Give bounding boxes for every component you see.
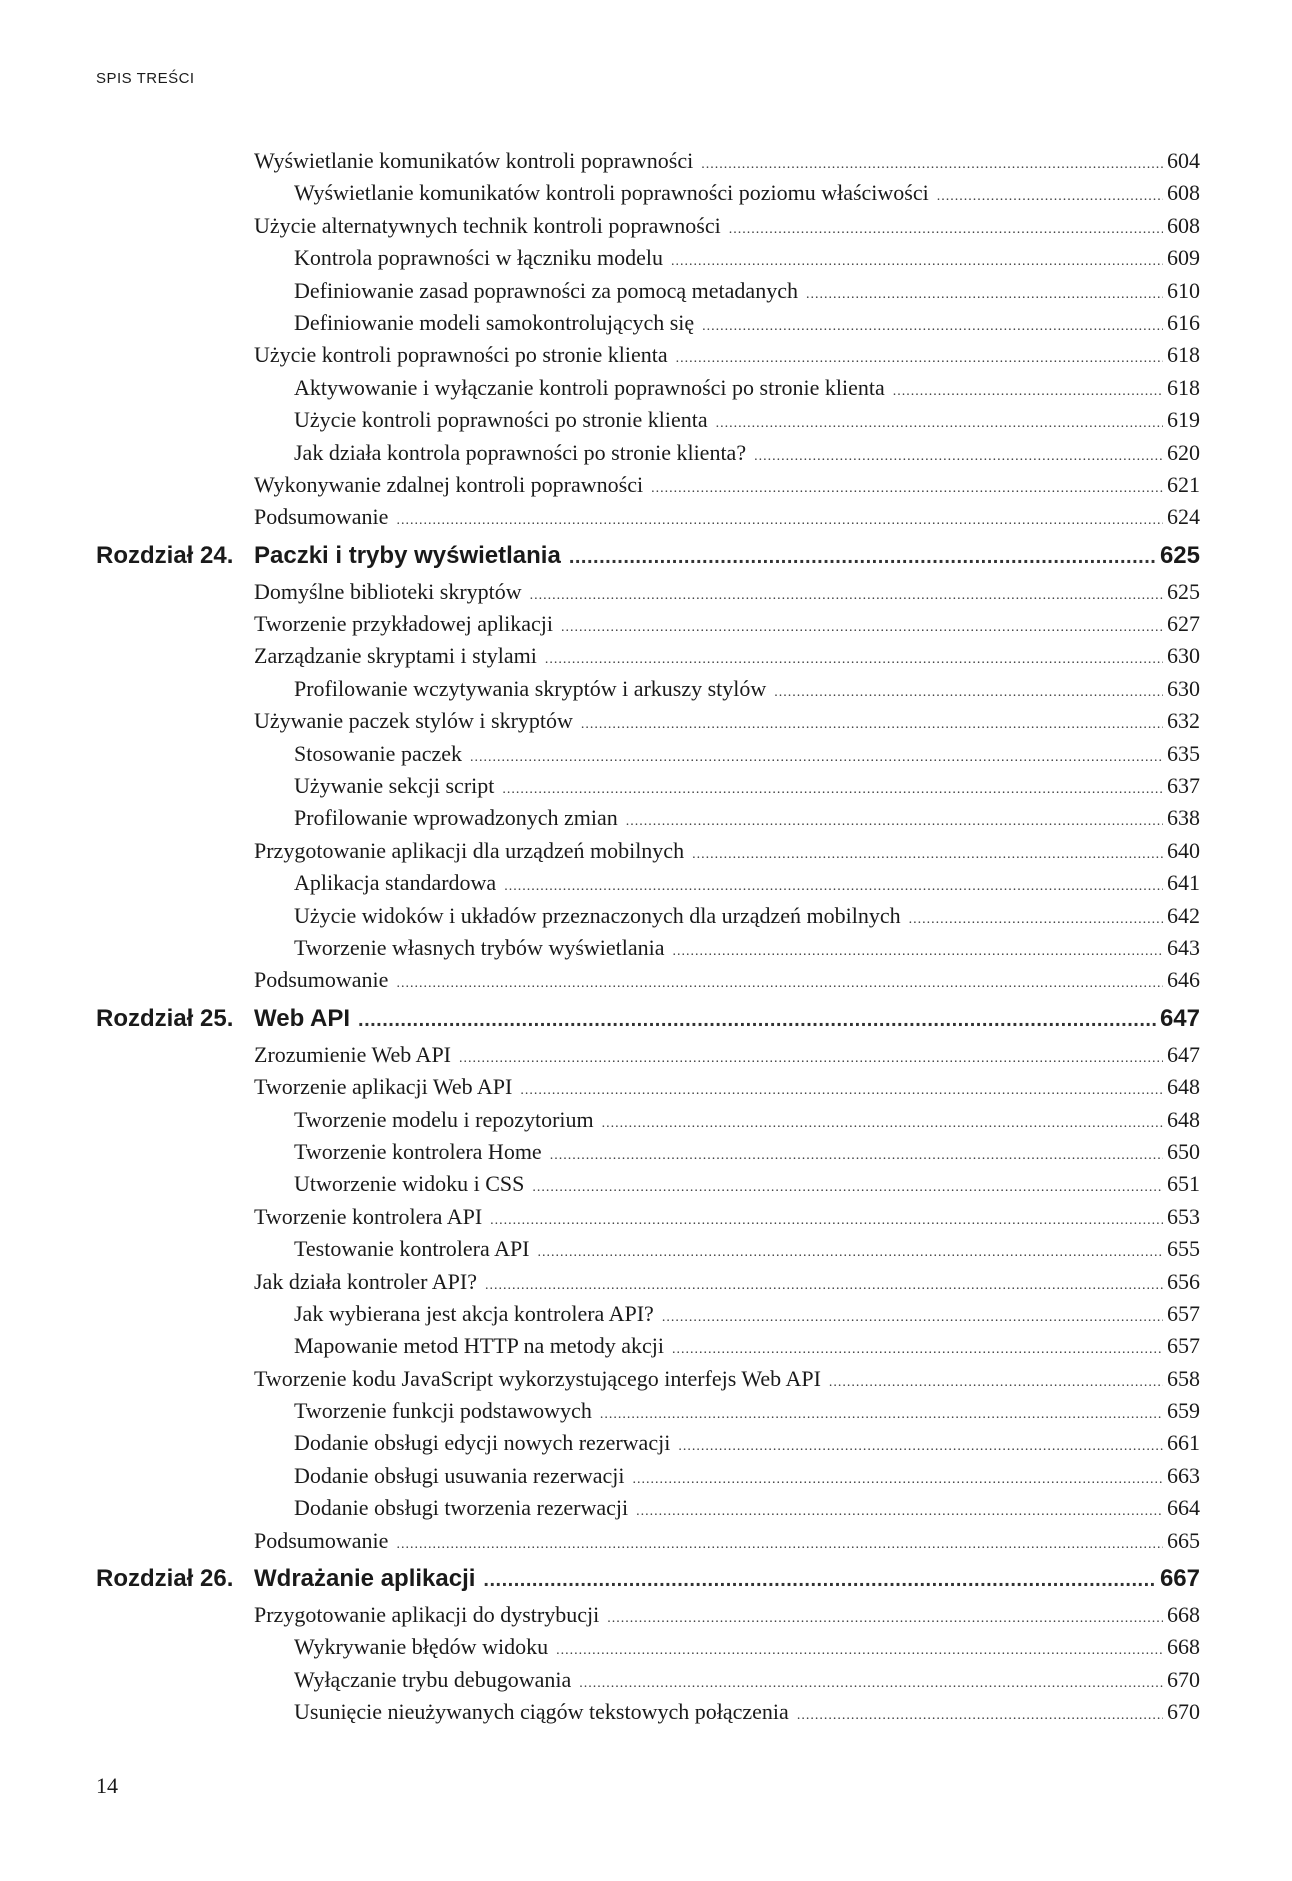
dot-leader bbox=[396, 513, 1163, 529]
entry-page-number: 610 bbox=[1167, 277, 1200, 303]
entry-title: Przygotowanie aplikacji do dystrybucji bbox=[254, 1602, 600, 1628]
dot-leader bbox=[490, 1213, 1163, 1229]
entry-page-number: 661 bbox=[1167, 1430, 1200, 1456]
toc-entry bbox=[254, 579, 1200, 605]
toc-entry bbox=[294, 1301, 1200, 1327]
entry-page-number: 643 bbox=[1167, 934, 1200, 960]
entry-title: Podsumowanie bbox=[254, 504, 389, 530]
entry-title: Stosowanie paczek bbox=[294, 740, 462, 766]
dot-leader bbox=[937, 189, 1163, 205]
entry-page-number: 670 bbox=[1167, 1666, 1200, 1692]
dot-leader bbox=[636, 1504, 1163, 1520]
entry-title: Użycie kontroli poprawności po stronie klienta bbox=[294, 407, 708, 433]
toc-entry bbox=[294, 1699, 1200, 1725]
toc-entry bbox=[294, 375, 1200, 401]
entry-title: Profilowanie wprowadzonych zmian bbox=[294, 805, 618, 831]
entry-title: Dodanie obsługi edycji nowych rezerwacji bbox=[294, 1430, 671, 1456]
dot-leader bbox=[676, 351, 1163, 367]
toc-entry-row bbox=[96, 805, 1200, 837]
toc-entry-row bbox=[96, 1463, 1200, 1495]
toc-entry-row bbox=[96, 148, 1200, 180]
entry-page-number: 657 bbox=[1167, 1333, 1200, 1359]
entry-title: Używanie paczek stylów i skryptów bbox=[254, 708, 573, 734]
entry-title: Usunięcie nieużywanych ciągów tekstowych połączenia bbox=[294, 1699, 789, 1725]
table-of-contents bbox=[96, 148, 1200, 1732]
toc-entry bbox=[294, 407, 1200, 433]
toc-entry-row bbox=[96, 278, 1200, 310]
dot-leader bbox=[716, 416, 1163, 432]
entry-page-number: 659 bbox=[1167, 1398, 1200, 1424]
dot-leader bbox=[504, 879, 1163, 895]
dot-leader bbox=[671, 254, 1163, 270]
dot-leader bbox=[550, 1148, 1163, 1164]
entry-title: Przygotowanie aplikacji dla urządzeń mobilnych bbox=[254, 837, 685, 863]
entry-title: Definiowanie modeli samokontrolujących się bbox=[294, 309, 695, 335]
toc-entry-row bbox=[96, 1667, 1200, 1699]
chapter-number: Rozdział 25. bbox=[96, 1004, 234, 1032]
entry-title: Tworzenie kodu JavaScript wykorzystującego interfejs Web API bbox=[254, 1365, 821, 1391]
entry-page-number: 663 bbox=[1167, 1462, 1200, 1488]
toc-entry bbox=[294, 1333, 1200, 1359]
toc-entry-row bbox=[96, 1269, 1200, 1301]
dot-leader bbox=[602, 1116, 1163, 1132]
toc-entry bbox=[294, 1634, 1200, 1660]
toc-entry bbox=[254, 504, 1200, 530]
entry-page-number: 618 bbox=[1167, 342, 1200, 368]
entry-page-number: 648 bbox=[1167, 1074, 1200, 1100]
toc-entry-row bbox=[96, 773, 1200, 805]
dot-leader bbox=[678, 1439, 1163, 1455]
entry-page-number: 621 bbox=[1167, 471, 1200, 497]
entry-page-number: 664 bbox=[1167, 1495, 1200, 1521]
entry-page-number: 648 bbox=[1167, 1106, 1200, 1132]
toc-entry bbox=[254, 838, 1200, 864]
entry-title: Tworzenie funkcji podstawowych bbox=[294, 1398, 592, 1424]
toc-entry bbox=[254, 1269, 1200, 1295]
toc-entry-row bbox=[96, 1430, 1200, 1462]
toc-entry-row bbox=[96, 472, 1200, 504]
toc-entry-row bbox=[96, 440, 1200, 472]
toc-entry bbox=[254, 1565, 1200, 1593]
entry-title: Dodanie obsługi usuwania rezerwacji bbox=[294, 1462, 625, 1488]
toc-entry-row bbox=[96, 1074, 1200, 1106]
entry-title: Jak działa kontrola poprawności po stronie klienta? bbox=[294, 439, 747, 465]
entry-title: Dodanie obsługi tworzenia rezerwacji bbox=[294, 1495, 629, 1521]
entry-title: Mapowanie metod HTTP na metody akcji bbox=[294, 1333, 665, 1359]
entry-page-number: 635 bbox=[1167, 740, 1200, 766]
dot-leader bbox=[532, 1180, 1163, 1196]
entry-title: Używanie sekcji script bbox=[294, 773, 495, 799]
toc-entry bbox=[294, 1430, 1200, 1456]
toc-entry bbox=[254, 1602, 1200, 1628]
entry-title: Podsumowanie bbox=[254, 967, 389, 993]
chapter-title: Web API bbox=[254, 1004, 351, 1032]
entry-title: Aplikacja standardowa bbox=[294, 870, 497, 896]
toc-entry-row bbox=[96, 870, 1200, 902]
entry-page-number: 668 bbox=[1167, 1634, 1200, 1660]
toc-entry-row bbox=[96, 1042, 1200, 1074]
page-number: 14 bbox=[96, 1773, 118, 1798]
dot-leader bbox=[579, 1676, 1163, 1692]
toc-entry bbox=[294, 903, 1200, 929]
toc-entry bbox=[294, 180, 1200, 206]
entry-title: Wyświetlanie komunikatów kontroli poprawności bbox=[254, 148, 694, 173]
toc-entry-row bbox=[96, 342, 1200, 374]
dot-leader bbox=[797, 1708, 1163, 1724]
dot-leader bbox=[459, 1051, 1163, 1067]
dot-leader bbox=[470, 750, 1163, 766]
toc-entry bbox=[294, 310, 1200, 336]
running-header: SPIS TREŚCI bbox=[96, 70, 195, 87]
dot-leader bbox=[701, 157, 1163, 173]
entry-page-number: 609 bbox=[1167, 245, 1200, 271]
entry-page-number: 658 bbox=[1167, 1365, 1200, 1391]
toc-entry bbox=[294, 676, 1200, 702]
dot-leader bbox=[633, 1472, 1164, 1488]
chapter-title: Paczki i tryby wyświetlania bbox=[254, 541, 561, 569]
entry-title: Wyłączanie trybu debugowania bbox=[294, 1666, 572, 1692]
entry-page-number: 642 bbox=[1167, 902, 1200, 928]
entry-page-number: 640 bbox=[1167, 837, 1200, 863]
entry-title: Zarządzanie skryptami i stylami bbox=[254, 643, 537, 669]
dot-leader bbox=[672, 1342, 1163, 1358]
dot-leader bbox=[569, 546, 1156, 569]
toc-entry bbox=[294, 1139, 1200, 1165]
entry-title: Jak wybierana jest akcja kontrolera API? bbox=[294, 1300, 654, 1326]
entry-title: Tworzenie aplikacji Web API bbox=[254, 1074, 513, 1100]
toc-entry-row bbox=[96, 1634, 1200, 1666]
chapter-title: Wdrażanie aplikacji bbox=[254, 1565, 476, 1593]
toc-entry bbox=[254, 1005, 1200, 1033]
entry-page-number: 630 bbox=[1167, 643, 1200, 669]
entry-title: Kontrola poprawności w łączniku modelu bbox=[294, 245, 664, 271]
dot-leader bbox=[396, 1537, 1163, 1553]
entry-page-number: 630 bbox=[1167, 675, 1200, 701]
toc-entry bbox=[294, 1463, 1200, 1489]
toc-entry-row bbox=[96, 1236, 1200, 1268]
entry-title: Jak działa kontroler API? bbox=[254, 1268, 477, 1294]
toc-entry-row bbox=[96, 1528, 1200, 1560]
toc-entry-row bbox=[96, 245, 1200, 277]
toc-entry bbox=[294, 1398, 1200, 1424]
dot-leader bbox=[556, 1643, 1163, 1659]
toc-entry-row bbox=[96, 1398, 1200, 1430]
toc-entry-row bbox=[96, 1495, 1200, 1527]
entry-title: Użycie widoków i układów przeznaczonych dla urządzeń mobilnych bbox=[294, 902, 901, 928]
toc-entry bbox=[294, 1171, 1200, 1197]
toc-entry-row bbox=[96, 1333, 1200, 1365]
entry-page-number: 608 bbox=[1167, 180, 1200, 206]
toc-entry bbox=[294, 1667, 1200, 1693]
dot-leader bbox=[358, 1009, 1156, 1032]
toc-entry bbox=[254, 643, 1200, 669]
entry-page-number: 646 bbox=[1167, 967, 1200, 993]
toc-entry bbox=[294, 773, 1200, 799]
entry-page-number: 604 bbox=[1167, 148, 1200, 173]
toc-entry bbox=[294, 1236, 1200, 1262]
dot-leader bbox=[774, 685, 1163, 701]
toc-entry bbox=[254, 611, 1200, 637]
dot-leader bbox=[607, 1611, 1163, 1627]
toc-entry bbox=[294, 935, 1200, 961]
toc-entry-row bbox=[96, 407, 1200, 439]
entry-page-number: 656 bbox=[1167, 1268, 1200, 1294]
dot-leader bbox=[520, 1083, 1163, 1099]
entry-page-number: 647 bbox=[1159, 1004, 1200, 1032]
toc-entry bbox=[294, 1495, 1200, 1521]
toc-entry-row bbox=[96, 375, 1200, 407]
entry-title: Tworzenie własnych trybów wyświetlania bbox=[294, 934, 665, 960]
dot-leader bbox=[673, 944, 1163, 960]
toc-entry bbox=[254, 1204, 1200, 1230]
dot-leader bbox=[729, 222, 1163, 238]
entry-page-number: 638 bbox=[1167, 805, 1200, 831]
chapter-number: Rozdział 24. bbox=[96, 541, 234, 569]
dot-leader bbox=[754, 449, 1163, 465]
toc-entry bbox=[294, 440, 1200, 466]
entry-title: Zrozumienie Web API bbox=[254, 1041, 452, 1067]
toc-entry-row bbox=[96, 504, 1200, 536]
entry-page-number: 618 bbox=[1167, 374, 1200, 400]
toc-entry bbox=[254, 148, 1200, 174]
toc-entry bbox=[254, 542, 1200, 570]
dot-leader bbox=[545, 652, 1163, 668]
entry-page-number: 637 bbox=[1167, 773, 1200, 799]
dot-leader bbox=[581, 717, 1163, 733]
entry-page-number: 625 bbox=[1159, 541, 1200, 569]
dot-leader bbox=[538, 1245, 1163, 1261]
entry-page-number: 627 bbox=[1167, 611, 1200, 637]
dot-leader bbox=[692, 847, 1163, 863]
dot-leader bbox=[909, 912, 1163, 928]
toc-entry-row bbox=[96, 1699, 1200, 1731]
dot-leader bbox=[485, 1278, 1163, 1294]
toc-entry bbox=[254, 1074, 1200, 1100]
entry-title: Podsumowanie bbox=[254, 1527, 389, 1553]
toc-chapter-row bbox=[96, 542, 1200, 579]
toc-entry bbox=[254, 213, 1200, 239]
toc-entry-row bbox=[96, 1204, 1200, 1236]
toc-entry bbox=[254, 967, 1200, 993]
dot-leader bbox=[396, 976, 1163, 992]
entry-page-number: 650 bbox=[1167, 1138, 1200, 1164]
dot-leader bbox=[502, 782, 1163, 798]
dot-leader bbox=[483, 1569, 1156, 1592]
toc-entry-row bbox=[96, 611, 1200, 643]
entry-title: Użycie kontroli poprawności po stronie klienta bbox=[254, 342, 668, 368]
toc-entry-row bbox=[96, 180, 1200, 212]
toc-entry bbox=[254, 1528, 1200, 1554]
entry-title: Domyślne biblioteki skryptów bbox=[254, 578, 522, 604]
entry-page-number: 608 bbox=[1167, 212, 1200, 238]
entry-page-number: 651 bbox=[1167, 1171, 1200, 1197]
entry-title: Testowanie kontrolera API bbox=[294, 1236, 530, 1262]
toc-entry-row bbox=[96, 1107, 1200, 1139]
toc-entry-row bbox=[96, 1171, 1200, 1203]
entry-title: Utworzenie widoku i CSS bbox=[294, 1171, 525, 1197]
entry-page-number: 653 bbox=[1167, 1203, 1200, 1229]
toc-entry bbox=[294, 741, 1200, 767]
toc-entry-row bbox=[96, 903, 1200, 935]
toc-entry bbox=[294, 1107, 1200, 1133]
entry-page-number: 667 bbox=[1159, 1565, 1200, 1593]
entry-title: Wykonywanie zdalnej kontroli poprawności bbox=[254, 471, 644, 497]
toc-entry-row bbox=[96, 213, 1200, 245]
toc-entry-row bbox=[96, 741, 1200, 773]
toc-entry-row bbox=[96, 676, 1200, 708]
dot-leader bbox=[651, 481, 1163, 497]
entry-title: Użycie alternatywnych technik kontroli poprawności bbox=[254, 212, 721, 238]
entry-page-number: 632 bbox=[1167, 708, 1200, 734]
toc-entry-row bbox=[96, 1366, 1200, 1398]
toc-entry bbox=[294, 870, 1200, 896]
toc-entry bbox=[254, 1042, 1200, 1068]
toc-entry bbox=[254, 708, 1200, 734]
toc-entry-row bbox=[96, 1301, 1200, 1333]
toc-chapter-row bbox=[96, 1005, 1200, 1042]
entry-title: Profilowanie wczytywania skryptów i arkuszy stylów bbox=[294, 675, 767, 701]
entry-page-number: 625 bbox=[1167, 578, 1200, 604]
entry-page-number: 641 bbox=[1167, 870, 1200, 896]
entry-title: Tworzenie przykładowej aplikacji bbox=[254, 611, 553, 637]
entry-page-number: 620 bbox=[1167, 439, 1200, 465]
toc-entry-row bbox=[96, 310, 1200, 342]
toc-entry-row bbox=[96, 1139, 1200, 1171]
toc-entry bbox=[254, 472, 1200, 498]
dot-leader bbox=[893, 384, 1163, 400]
toc-entry bbox=[294, 805, 1200, 831]
entry-title: Wykrywanie błędów widoku bbox=[294, 1634, 549, 1660]
entry-title: Tworzenie modelu i repozytorium bbox=[294, 1106, 594, 1132]
entry-page-number: 657 bbox=[1167, 1300, 1200, 1326]
entry-page-number: 655 bbox=[1167, 1236, 1200, 1262]
entry-title: Wyświetlanie komunikatów kontroli poprawności poziomu właściwości bbox=[294, 180, 929, 206]
dot-leader bbox=[806, 287, 1163, 303]
dot-leader bbox=[530, 588, 1163, 604]
toc-entry bbox=[254, 342, 1200, 368]
entry-page-number: 624 bbox=[1167, 504, 1200, 530]
entry-page-number: 670 bbox=[1167, 1699, 1200, 1725]
entry-page-number: 619 bbox=[1167, 407, 1200, 433]
dot-leader bbox=[561, 620, 1163, 636]
toc-entry-row bbox=[96, 967, 1200, 999]
entry-title: Aktywowanie i wyłączanie kontroli poprawności po stronie klienta bbox=[294, 374, 885, 400]
toc-entry-row bbox=[96, 838, 1200, 870]
toc-entry bbox=[294, 245, 1200, 271]
toc-entry-row bbox=[96, 708, 1200, 740]
entry-title: Tworzenie kontrolera Home bbox=[294, 1138, 542, 1164]
toc-entry-row bbox=[96, 579, 1200, 611]
toc-entry-row bbox=[96, 643, 1200, 675]
toc-entry-row bbox=[96, 1602, 1200, 1634]
entry-title: Tworzenie kontrolera API bbox=[254, 1203, 483, 1229]
dot-leader bbox=[662, 1310, 1163, 1326]
dot-leader bbox=[829, 1375, 1163, 1391]
entry-page-number: 668 bbox=[1167, 1602, 1200, 1628]
toc-chapter-row bbox=[96, 1565, 1200, 1602]
entry-page-number: 647 bbox=[1167, 1041, 1200, 1067]
dot-leader bbox=[600, 1407, 1163, 1423]
toc-entry bbox=[254, 1366, 1200, 1392]
dot-leader bbox=[702, 319, 1163, 335]
chapter-number: Rozdział 26. bbox=[96, 1565, 234, 1593]
entry-title: Definiowanie zasad poprawności za pomocą metadanych bbox=[294, 277, 798, 303]
toc-entry bbox=[294, 278, 1200, 304]
entry-page-number: 616 bbox=[1167, 309, 1200, 335]
toc-entry-row bbox=[96, 935, 1200, 967]
entry-page-number: 665 bbox=[1167, 1527, 1200, 1553]
dot-leader bbox=[626, 814, 1163, 830]
